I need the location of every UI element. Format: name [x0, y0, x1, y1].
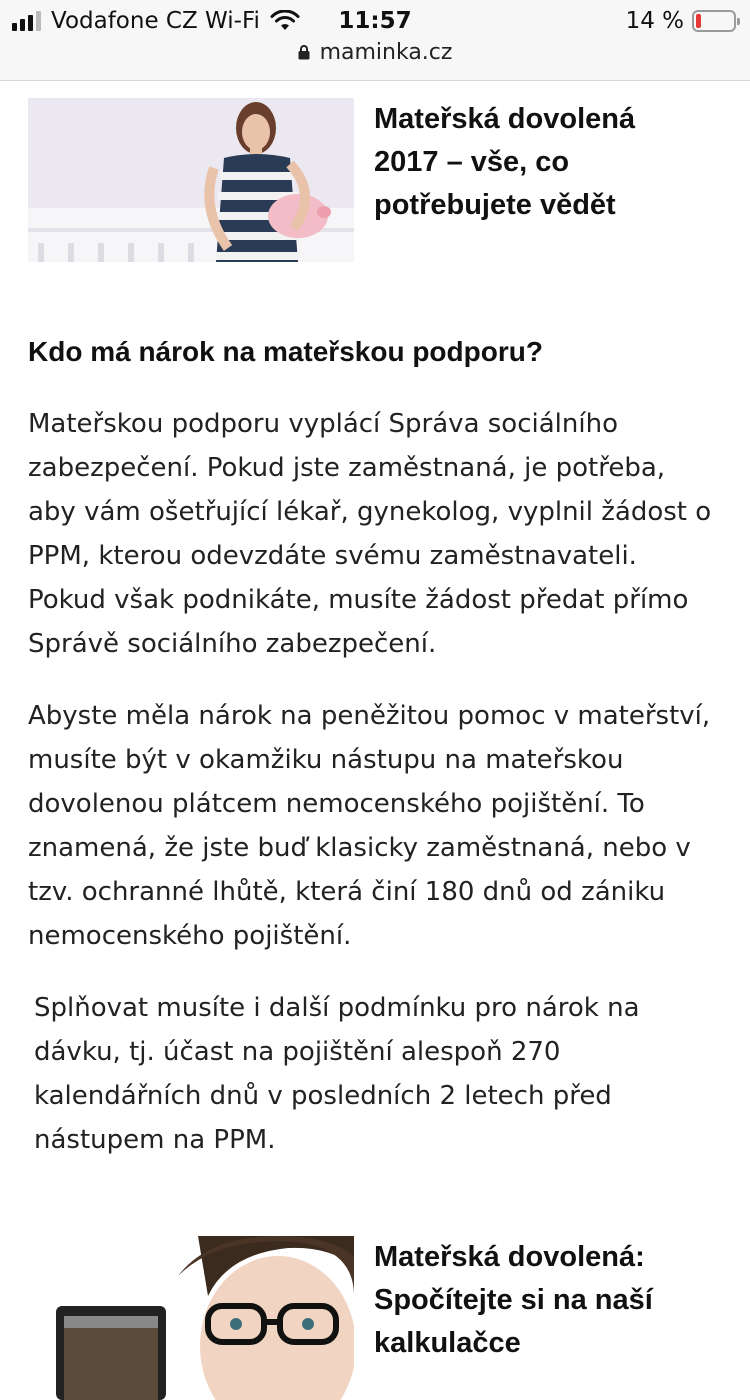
battery-icon [692, 10, 736, 32]
article-body [28, 330, 718, 1190]
related-article-image[interactable] [28, 98, 354, 262]
section-heading: Kdo má nárok na mateřskou podporu? [28, 336, 543, 367]
address-bar[interactable] [0, 40, 750, 65]
article-paragraph: Splňovat musíte i další podmínku pro nárok na dávku, tj. účast na pojištění alespoň 270 kalendářních dnů v posledních 2 letech před nástupem na PPM. [34, 993, 640, 1155]
article-paragraph: Mateřskou podporu vyplácí Správa sociálního zabezpečení. Pokud jste zaměstnaná, je potřeba, aby vám ošetřující lékař, gynekolog, vyplnil žádost o PPM, kterou odevzdáte svému zaměstnavateli. Pokud však podnikáte, musíte žádost předat přímo Správě sociálního zabezpečení. [28, 409, 712, 659]
related-article-card[interactable] [28, 1236, 728, 1400]
lock-icon [298, 45, 310, 60]
battery-percent: 14 % [625, 8, 684, 34]
url-text[interactable]: maminka.cz [319, 40, 453, 65]
battery-fill [696, 14, 701, 28]
related-article-image[interactable] [28, 1236, 354, 1400]
woman-with-glasses-photo [28, 1236, 354, 1400]
article-paragraph: Abyste měla nárok na peněžitou pomoc v mateřství, musíte být v okamžiku nástupu na mateřskou dovolenou plátcem nemocenského pojištění. To znamená, že jste buď klasicky zaměstnaná, nebo v tzv. ochranné lhůtě, která činí 180 dnů od zániku nemocenského pojištění. [28, 701, 711, 951]
status-bar [0, 0, 750, 81]
related-article-title[interactable]: Mateřská dovolená 2017 – vše, co potřebujete vědět [374, 103, 636, 221]
related-article-title[interactable]: Mateřská dovolená: Spočítejte si na naší kalkulačce [374, 1241, 653, 1359]
status-right [626, 8, 736, 34]
pregnant-woman-photo [28, 98, 354, 262]
clock: 11:57 [338, 8, 412, 34]
carrier-name: Vodafone CZ Wi-Fi [51, 8, 260, 34]
related-article-card[interactable] [28, 98, 728, 262]
